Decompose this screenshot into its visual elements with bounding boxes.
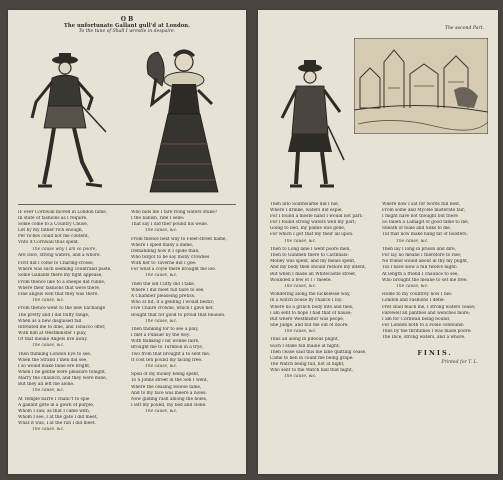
refrain: The cause, &c.	[32, 388, 65, 394]
verse-line: Then to Gunmen there to Cardinals:	[270, 253, 349, 259]
verse-line: I am sent to hope I had that of nause;	[270, 310, 352, 316]
verse-line: Till I have slow a full twelve night:	[382, 265, 458, 271]
verse-line: Home to my countrey now I hie:	[382, 292, 453, 298]
refrain: The cause, &c.	[145, 228, 178, 234]
verse-line: The Watch being full, not at night,	[270, 361, 345, 367]
left-header	[8, 16, 246, 35]
right-page	[258, 10, 498, 474]
city-scene-woodcut	[354, 38, 488, 134]
verse-line: Whom I saw, as that I came with,	[18, 408, 91, 414]
verse-line: Whom I see, I at the gate I did meet,	[18, 415, 98, 420]
verse-line: At Temple barre I chanc't to spie	[18, 396, 90, 402]
verse-line: In a watch bouse by chance I lay:	[270, 298, 343, 304]
divider	[18, 204, 236, 205]
verse-line: Who forgot to be say mony crownes	[131, 255, 210, 261]
verse-line: From thence went to the new Exchange	[18, 306, 106, 312]
verse-line: First did I come to Charing-crosse,	[18, 261, 95, 267]
tune-subtitle: To the tune of Shall I wrestle in despaire.	[78, 29, 176, 34]
left-column-2	[131, 210, 238, 436]
ballad-title: The unfortunate Gallant gull'd at London.	[63, 23, 191, 29]
verse-line: A gallant girle in a gown of purple,	[18, 402, 95, 408]
verse-line: Vnto it Cornwall thus spent.	[18, 240, 80, 246]
verse-line: Thus all along in piteous plight,	[270, 337, 339, 343]
right-column-1	[270, 202, 376, 383]
verse-line: When I be gentle were pleasure tonight,	[18, 369, 107, 375]
refrain: The cause, &c.	[145, 408, 178, 414]
verse-line: For lay no meane I therefore to rise;	[382, 253, 462, 259]
verse-line: That say I did ther pound his welle.	[131, 222, 209, 228]
verse-line: I met a Punsier by the wey:	[131, 333, 191, 339]
right-columns	[270, 202, 488, 383]
verse-line: Money was spent, and my meals spent,	[270, 259, 356, 265]
verse-line: For I found strong waters well my part;	[270, 220, 356, 226]
left-page	[8, 10, 246, 474]
verse-line: Where the ceasing Howse fame,	[131, 384, 202, 390]
verse	[18, 352, 125, 395]
verse-line: When as a new disguised fall	[18, 318, 82, 324]
verse-line: Bought that for good to proud that heauen.	[131, 312, 226, 318]
verse-line: Where I drinke, waters did espie,	[270, 208, 343, 214]
verse-line: Demanding how it I spide than,	[131, 249, 200, 255]
verse	[270, 202, 376, 245]
verse	[270, 337, 376, 380]
verse	[18, 210, 125, 259]
refrain: The cause, &c.	[284, 238, 317, 244]
verse	[18, 306, 125, 349]
verse-line: Some Gallants there my fight appease,	[18, 273, 103, 279]
verse-line: From some and Mycele misterate fair,	[382, 208, 465, 214]
verse-line: Who bids me I fare frong waters stuke?	[131, 210, 218, 215]
refrain: The cause why I am so poore,	[32, 246, 97, 252]
verse-line: Two from that brought a to sent me,	[131, 351, 211, 357]
refrain: The cause, &c.	[32, 342, 65, 348]
verse-line: But where Westmister was peope,	[270, 316, 345, 322]
verse	[382, 202, 488, 245]
verse-line: Where now I sat for words full best,	[382, 202, 461, 207]
verse-line: IF ever Cornwall moved in London fame,	[18, 210, 108, 215]
printer-imprint: Printed for T. L.	[441, 360, 478, 366]
verse-line: I the babish, ride I selle:	[131, 216, 185, 222]
verse	[131, 327, 238, 370]
verse-line: Marry the chauncd, and they were mine,	[18, 375, 108, 381]
verse-line: Till that now make hang fat of bolsters.	[382, 232, 468, 238]
verse-line: What it was, I at the ran I did meet.	[18, 421, 96, 427]
verse-line: So fallen a Lamagit of good fame to me,	[382, 220, 470, 226]
verse-line: No friend would about in thy my plight,	[382, 259, 469, 265]
verse-line: For I found a moste hand I would not part:	[270, 214, 363, 220]
verse-line: For London both to a Foole confound:	[382, 322, 465, 328]
refrain: The cause, &c.	[396, 238, 429, 244]
verse-line: A Chamber pleaseing pretiss,	[131, 294, 196, 300]
verse-line: Fine angels well that they was there.	[18, 291, 99, 297]
verse-line: Let by my father rich enough,	[18, 228, 84, 234]
refrain: The cause, &c.	[32, 297, 65, 303]
verse-line: It cost ten pound my facing free.	[131, 357, 203, 363]
left-columns	[18, 210, 238, 436]
verse-line: With her to Taverne did I goe:	[131, 261, 197, 267]
verse-line: Then thinking for to see a play,	[131, 327, 199, 333]
page-number: O B	[120, 16, 134, 23]
verse	[270, 292, 376, 335]
verse-line: Fret shall teach me, I strong waters cease;	[382, 304, 476, 310]
verse	[382, 247, 488, 290]
gallant-woodcut	[22, 46, 108, 198]
verse-line: From thence next way to Fleet-street hame,	[131, 236, 227, 242]
verse	[18, 261, 125, 304]
verse-line: From thence like to a sheepe did runne,	[18, 279, 106, 285]
verse-line: Where I did meet full faire to see,	[131, 288, 205, 294]
verse-line: But when I made an Whitecastle street,	[270, 271, 357, 277]
verse-line: Who at hit, if a gelding I would bestir;	[131, 300, 215, 306]
verse-line: Now gilding rash among the holes,	[131, 396, 208, 402]
verse-line: When the Strand I then did see,	[18, 357, 88, 363]
verse-line: Of that meane Angels live away.	[18, 336, 88, 342]
verse-line: I so would make faine ere bright,	[18, 363, 91, 369]
verse-line: Wondering along the luckelesse way,	[270, 292, 351, 298]
verse-line: The pretty and I did fluffy range,	[18, 312, 90, 318]
refrain: The cause, &c.	[284, 374, 317, 380]
verse-line: London and Fashions I defie:	[382, 298, 445, 304]
verse-line: I am for Cornwall being bound,	[382, 316, 451, 322]
verse	[270, 247, 376, 290]
verse-line: Per riches could not me content,	[18, 234, 89, 240]
verse-line: Thus by the thrifulnes I was made poore:	[382, 328, 472, 334]
refrain: The cause, &c.	[145, 363, 178, 369]
verse-line: Brought me to Turnboll in a trye,	[131, 345, 204, 351]
verse-line: Going to bed, my panne was gone,	[270, 226, 346, 232]
verse	[131, 237, 238, 280]
verse	[18, 397, 125, 434]
right-column-2	[382, 202, 488, 383]
left-column-1	[18, 210, 125, 436]
verse-line: Where I spied many a dame,	[131, 242, 194, 248]
lady-woodcut	[138, 44, 230, 200]
verse	[131, 372, 238, 415]
verse-line: Such I stake full maine at night;	[270, 343, 340, 349]
refrain: The cause, &c.	[284, 328, 317, 334]
verse-line: Then to Long lane I went poore men,	[270, 247, 351, 253]
refrain: The cause, &c.	[396, 283, 429, 289]
verse-line: In state of fashions as I require,	[18, 216, 88, 222]
verse-line: Spoll of my money being spent,	[131, 372, 200, 378]
verse-line: Then lay I long in prison and dire,	[382, 247, 457, 253]
verse-line: And to my face was meere a holes:	[131, 390, 207, 396]
verse-line: For which I got that my their all upon.	[270, 232, 354, 238]
verse	[131, 210, 238, 234]
verse-line: And my body then should restore my intent,	[270, 265, 366, 271]
verse-line: Where no a grinch body into and flies,	[270, 304, 354, 310]
verse-line: With him at Westminster I play,	[18, 330, 87, 336]
verse-line: She Judge, and but me out of doore.	[270, 322, 349, 328]
refrain: The cause, &c.	[145, 273, 178, 279]
verse-line: Where their fashions that were there,	[18, 285, 101, 291]
verse-line: Then thinking London Eye to see,	[18, 351, 92, 357]
right-header	[445, 26, 484, 32]
verse-line: Are Dice, strong waters, and a whore.	[18, 252, 101, 258]
verse-line: To S Johns street in the Sell I went,	[131, 378, 209, 384]
verse-line: Who brought the meane to set me free.	[382, 277, 468, 283]
verse-line: Intreated me to dine, and Tobacco offer,	[18, 324, 106, 330]
verse-line: Came to hell in count me being grape:	[270, 355, 354, 361]
verse-line: Then the old Cutty did I take,	[131, 282, 196, 288]
finis: FINIS.	[417, 349, 453, 358]
verse-line: Sheath of foale and Silks to me,	[382, 226, 452, 232]
verse-line: Five Chaire crowne, which I gave her,	[131, 306, 214, 312]
second-part-title: The second Part.	[444, 26, 484, 31]
verse-line: With thinking I hit wonne faire,	[131, 339, 200, 345]
verse-line: Then cease said this me lane quitting cease,	[270, 349, 367, 355]
soldier-woodcut	[276, 56, 346, 196]
verse-line: But they all left me alone.	[18, 382, 75, 388]
verse-line: Where was such seeming countrand paste,	[18, 267, 112, 273]
verse-line: Wounded a few of 17 meete.	[270, 277, 332, 283]
verse-line: Some come to a Country Chuse,	[18, 222, 89, 228]
verse-line: The Dice, strong waters, and a whore.	[382, 334, 466, 340]
verse-line: I left my pound, my bed and cloke.	[131, 402, 207, 408]
refrain: The cause, &c.	[145, 318, 178, 324]
refrain: The cause, &c.	[32, 427, 65, 433]
verse-line: I might have not thought but there	[382, 214, 458, 220]
verse-line: At length a friend I chaunce to see,	[382, 271, 459, 277]
refrain: The cause, &c.	[284, 283, 317, 289]
verse-line: For what a coyle there brought me loe.	[131, 267, 217, 273]
verse-line: Who sent to the Watch hall that night,	[270, 367, 354, 373]
verse-line: Farewell all panthes and wenches more;	[382, 310, 470, 316]
verse-line: Then into Southwarke did I hie,	[270, 202, 340, 207]
verse	[131, 282, 238, 325]
verse	[382, 292, 488, 341]
